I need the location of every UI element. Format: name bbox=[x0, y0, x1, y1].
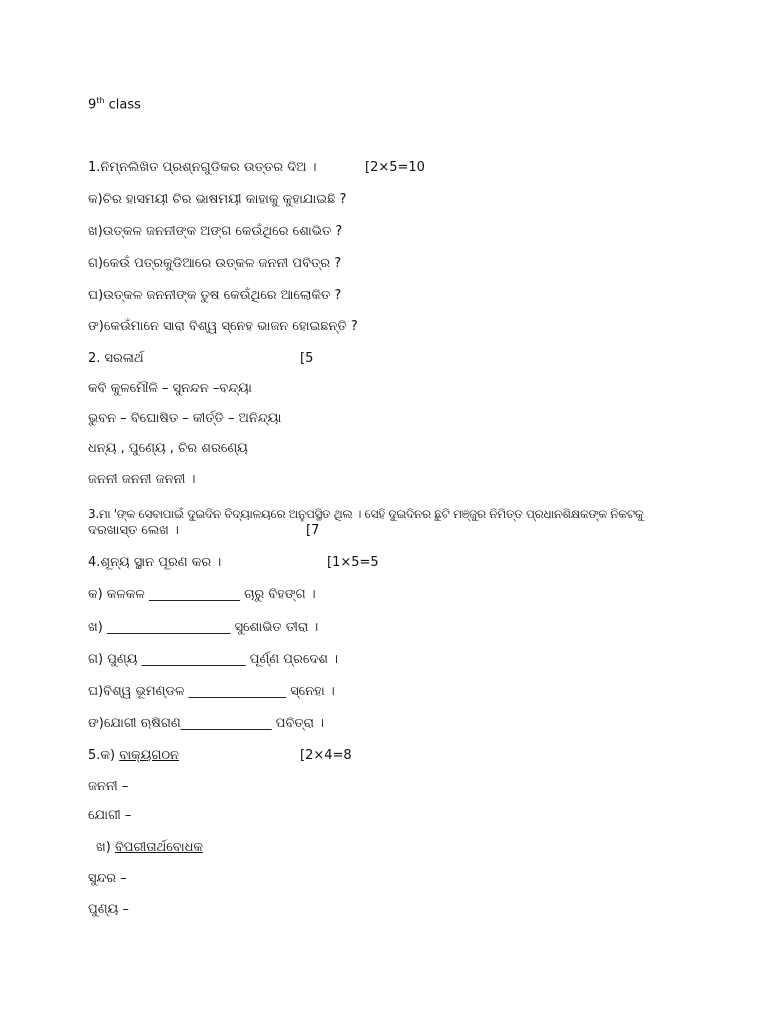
q1-item: ଖ)ଉତ୍କଳ ଜନନୀଙ୍କ ଅଙ୍ଗ କେଉଁଥିରେ ଶୋଭିତ ? bbox=[88, 224, 343, 239]
q5-b-item: ସୁନ୍ଦର – bbox=[88, 871, 127, 886]
q4-title: 4.ଶୂନ୍ୟ ସ୍ଥାନ ପୂରଣ କର । bbox=[88, 555, 222, 570]
q5-b-item: ପୁଣ୍ୟ – bbox=[88, 902, 129, 917]
class-superscript: th bbox=[96, 96, 105, 105]
q2-line: କବି କୁଳମୌଳି – ସୁନନ୍ଦନ –ବନ୍ଦ୍ୟା bbox=[88, 381, 252, 396]
fill-blank: ______________ bbox=[180, 716, 272, 731]
q4-item: ଘ)ବିଶ୍ୱ ଭୂମଣ୍ଡଳ _______________ ସ୍ନେହା । bbox=[88, 684, 335, 699]
q5-marks: [2×4=8 bbox=[300, 748, 352, 763]
q3-line1: 3.ମା 'ଙ୍କ ସେବାପାଇଁ ଦୁଇଦିନ ବିଦ୍ୟାଳୟରେ ଅନୁପସ୍ଥିତ ଥିଲ । ସେହି ଦୁଇଦିନର ଛୁଟି ମଞ୍ଜୁର ନିମିତ୍ତ ପ୍ରଧାନଶିକ୍ଷକଙ୍କ ନିକଟକୁ bbox=[88, 507, 644, 521]
q4-item: କ) କଳକଳ ______________ ଚାରୁ ବିହଙ୍ଗ । bbox=[88, 587, 316, 602]
fill-blank: ___________________ bbox=[106, 620, 231, 635]
class-word: class bbox=[104, 97, 141, 113]
q5-title: 5.କ) ବାକ୍ୟଗଠନ bbox=[88, 748, 179, 763]
class-heading bbox=[88, 92, 141, 114]
q1-title: 1.ନିମ୍ନଲିଖିତ ପ୍ରଶ୍ନଗୁଡିକର ଉତ୍ତର ଦିଅ । bbox=[88, 160, 317, 175]
q5-a-heading: ବାକ୍ୟଗଠନ bbox=[119, 748, 179, 763]
q5-b-title: ଖ) ବିପରୀତାର୍ଥବୋଧକ bbox=[96, 840, 204, 855]
q2-title: 2. ସରଳାର୍ଥ bbox=[88, 351, 144, 366]
q5-b-heading: ବିପରୀତାର୍ଥବୋଧକ bbox=[114, 840, 204, 855]
q5-a-item: ଯୋଗୀ – bbox=[88, 808, 132, 823]
q4-marks: [1×5=5 bbox=[327, 555, 379, 570]
q3-marks: [7 bbox=[306, 523, 320, 538]
q1-item: ଗ)କେଉଁ ପତ୍ରକୁଡିଆରେ ଉତ୍କଳ ଜନନୀ ପବିତ୍ର ? bbox=[88, 256, 342, 271]
fill-blank: _______________ bbox=[188, 684, 287, 699]
q5-a-item: ଜନନୀ – bbox=[88, 779, 129, 794]
q2-marks: [5 bbox=[300, 351, 314, 366]
fill-blank: ________________ bbox=[141, 652, 246, 667]
fill-blank: ______________ bbox=[148, 587, 240, 602]
q1-marks: [2×5=10 bbox=[365, 160, 425, 175]
q2-line: ଜନନୀ ଜନନୀ ଜନନୀ । bbox=[88, 472, 196, 487]
q3-line2: ଦରଖାସ୍ତ ଲେଖ । bbox=[88, 523, 179, 538]
q2-line: ଭୁବନ – ବିଘୋଷିତ – କୀର୍ତ୍ତି – ଅନିନ୍ଦ୍ୟା bbox=[88, 411, 282, 426]
class-number: 9 bbox=[88, 97, 97, 113]
q1-item: କ)ଚିର ହାସମୟୀ ଚିର ଭାଷମୟୀ କାହାକୁ କୁହାଯାଇଛି ? bbox=[88, 192, 347, 207]
q1-item: ଘ)ଉତ୍କଳ ଜନନୀଙ୍କ ତୁଷ କେଉଁଥିରେ ଆଲୋକିତ ? bbox=[88, 288, 342, 303]
q4-item: ଗ) ପୁଣ୍ୟ ________________ ପୂର୍ଣ୍ଣ ପ୍ରଦେଶ । bbox=[88, 652, 338, 667]
q1-item: ଙ)କେଉଁମାନେ ସାରା ବିଶ୍ୱ ସ୍ନେହ ଭାଜନ ହୋଇଛନ୍ତି ? bbox=[88, 319, 358, 334]
q2-line: ଧନ୍ୟ , ପୁଣ୍ୟେ , ଚିର ଶରଣ୍ୟେ bbox=[88, 441, 248, 456]
q4-item: ଖ) ___________________ ସୁଶୋଭିତ ତୀରା । bbox=[88, 620, 319, 635]
q4-item: ଙ)ଯୋଗୀ ଋଷିଗଣ______________ ପବିତ୍ରା । bbox=[88, 716, 324, 731]
